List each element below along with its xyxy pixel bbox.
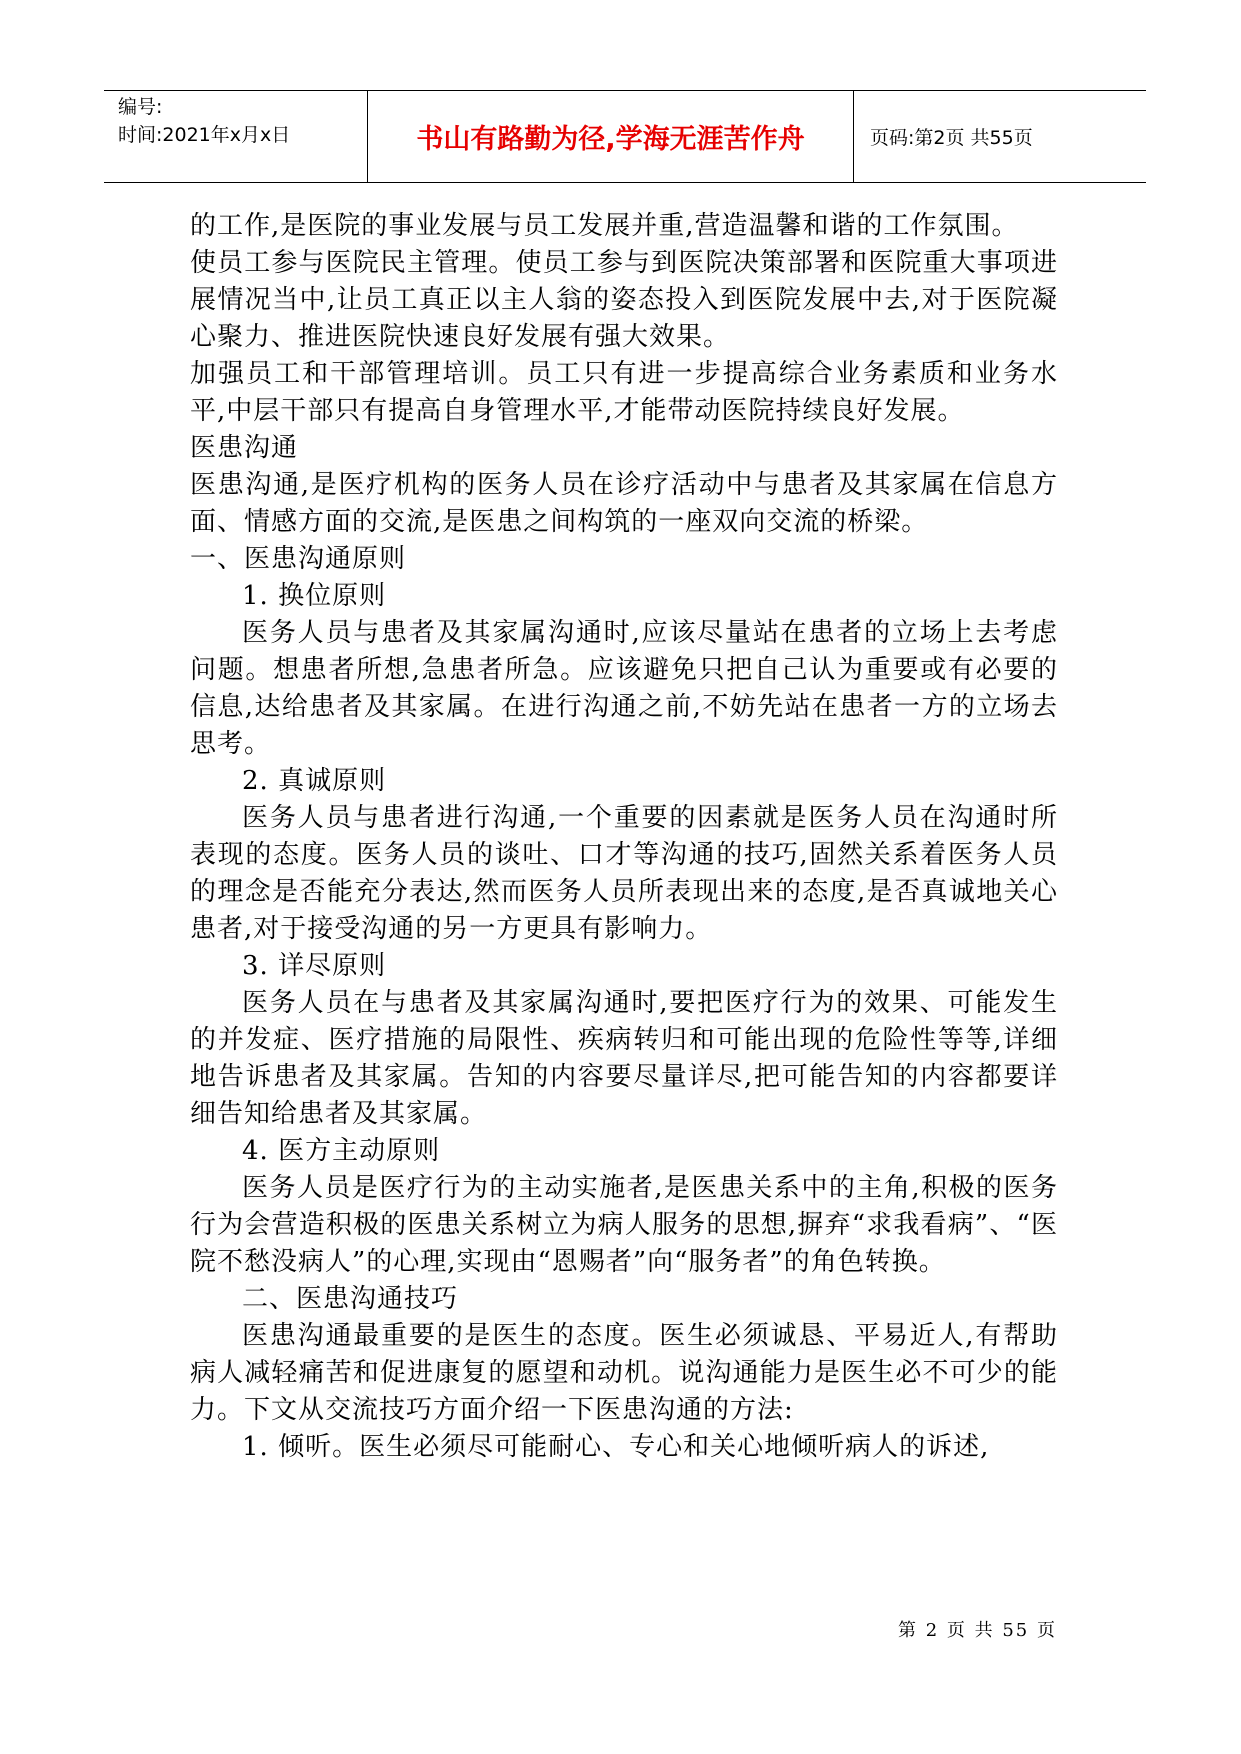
paragraph: 3. 详尽原则 <box>242 951 387 981</box>
paragraph: 一、医患沟通原则 <box>190 544 407 574</box>
document-number-label: 编号: <box>118 96 163 118</box>
paragraph: 1. 换位原则 <box>242 581 387 611</box>
paragraph: 医患沟通 <box>190 433 299 463</box>
paragraph: 1. 倾听。医生必须尽可能耐心、专心和关心地倾听病人的诉述, <box>242 1432 990 1462</box>
paragraph: 医务人员在与患者及其家属沟通时,要把医疗行为的效果、可能发生的并发症、医疗措施的局限性、疾病转归和可能出现的危险性等等,详细地告诉患者及其家属。告知的内容要尽量详尽,把可能告知的内容都要详细告知给患者及其家属。 <box>190 988 1058 1129</box>
paragraph: 医患沟通最重要的是医生的态度。医生必须诚恳、平易近人,有帮助病人减轻痛苦和促进康复的愿望和动机。说沟通能力是医生必不可少的能力。下文从交流技巧方面介绍一下医患沟通的方法: <box>190 1321 1058 1425</box>
paragraph: 医务人员与患者进行沟通,一个重要的因素就是医务人员在沟通时所表现的态度。医务人员的谈吐、口才等沟通的技巧,固然关系着医务人员的理念是否能充分表达,然而医务人员所表现出来的态度,是否真诚地关心患者,对于接受沟通的另一方更具有影响力。 <box>190 803 1058 944</box>
document-time-label: 时间:2021年x月x日 <box>118 124 291 146</box>
header-motto: 书山有路勤为径,学海无涯苦作舟 <box>368 91 854 182</box>
paragraph: 2. 真诚原则 <box>242 766 387 796</box>
paragraph: 医务人员是医疗行为的主动实施者,是医患关系中的主角,积极的医务行为会营造积极的医患关系树立为病人服务的思想,摒弃“求我看病”、“医院不愁没病人”的心理,实现由“恩赐者”向“服务者”的角色转换。 <box>190 1173 1058 1277</box>
paragraph: 医患沟通,是医疗机构的医务人员在诊疗活动中与患者及其家属在信息方面、情感方面的交流,是医患之间构筑的一座双向交流的桥梁。 <box>190 470 1058 537</box>
header-meta <box>104 91 368 182</box>
paragraph: 医务人员与患者及其家属沟通时,应该尽量站在患者的立场上去考虑问题。想患者所想,急患者所急。应该避免只把自己认为重要或有必要的信息,达给患者及其家属。在进行沟通之前,不妨先站在患者一方的立场去思考。 <box>190 618 1058 759</box>
paragraph: 二、医患沟通技巧 <box>242 1284 459 1314</box>
paragraph: 使员工参与医院民主管理。使员工参与到医院决策部署和医院重大事项进展情况当中,让员工真正以主人翁的姿态投入到医院发展中去,对于医院凝心聚力、推进医院快速良好发展有强大效果。 <box>190 248 1058 352</box>
paragraph: 4. 医方主动原则 <box>242 1136 441 1166</box>
document-body <box>190 208 1058 1466</box>
paragraph: 加强员工和干部管理培训。员工只有进一步提高综合业务素质和业务水平,中层干部只有提高自身管理水平,才能带动医院持续良好发展。 <box>190 359 1058 426</box>
page-footer: 第 2 页 共 55 页 <box>898 1620 1057 1641</box>
paragraph: 的工作,是医院的事业发展与员工发展并重,营造温馨和谐的工作氛围。 <box>190 211 1019 241</box>
header-page-label: 页码:第2页 共55页 <box>870 127 1033 149</box>
page-header <box>104 90 1146 183</box>
